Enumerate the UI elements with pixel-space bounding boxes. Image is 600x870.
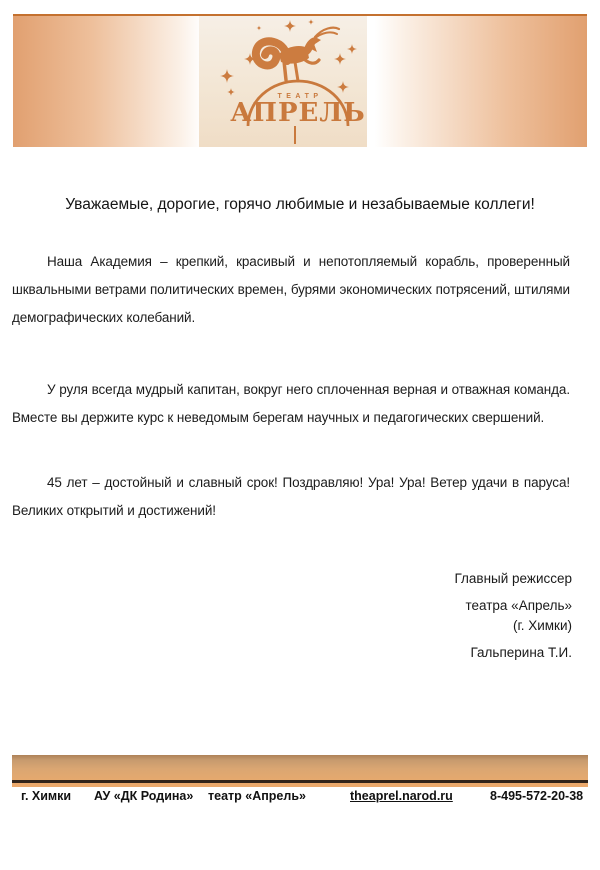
signature-title: Главный режиссер: [454, 571, 572, 586]
theater-logo: [199, 16, 367, 147]
footer-theater: театр «Апрель»: [208, 789, 306, 803]
footer-band: [12, 755, 588, 787]
paragraph-line: У руля всегда мудрый капитан, вокруг него сплоченная верная и отважная команда.: [47, 382, 570, 397]
paragraph-1: [12, 248, 570, 332]
footer-city: г. Химки: [21, 789, 72, 803]
paragraph-line: Вместе вы держите курс к неведомым берегам научных и педагогических свершений.: [12, 410, 545, 425]
paragraph-line: 45 лет – достойный и славный срок! Поздравляю! Ура! Ура! Ветер удачи в паруса!: [47, 475, 570, 490]
footer-contacts: [0, 789, 600, 805]
paragraph-line: Наша Академия – крепкий, красивый и непотопляемый корабль, проверенный: [47, 254, 570, 269]
header-band: [13, 14, 587, 147]
signature-city: (г. Химки): [512, 618, 572, 633]
footer-website-link[interactable]: theaprel.narod.ru: [350, 789, 453, 803]
footer-phone: 8-495-572-20-38: [490, 789, 584, 803]
goat-icon: [256, 28, 339, 81]
paragraph-2: [12, 376, 570, 432]
paragraph-line: Великих открытий и достижений!: [12, 503, 216, 518]
footer-band-strip: [12, 783, 588, 787]
paragraph-line: шквальными ветрами политических времен, бурями экономических потрясений, штилями: [12, 282, 570, 297]
theater-name-label: АПРЕЛЬ: [230, 98, 366, 128]
signature-name: Гальперина Т.И.: [470, 645, 572, 660]
signature-theater: театра «Апрель»: [465, 598, 572, 613]
theater-logo-panel: [199, 16, 367, 147]
paragraph-line: демографических колебаний.: [12, 310, 196, 325]
footer-band-gradient: [12, 755, 588, 780]
footer-venue: АУ «ДК Родина»: [94, 789, 194, 803]
signature-block: [454, 570, 572, 661]
theater-small-label: ТЕАТР: [277, 93, 323, 100]
paragraph-3: [12, 469, 570, 525]
salutation: Уважаемые, дорогие, горячо любимые и незабываемые коллеги!: [65, 196, 535, 213]
